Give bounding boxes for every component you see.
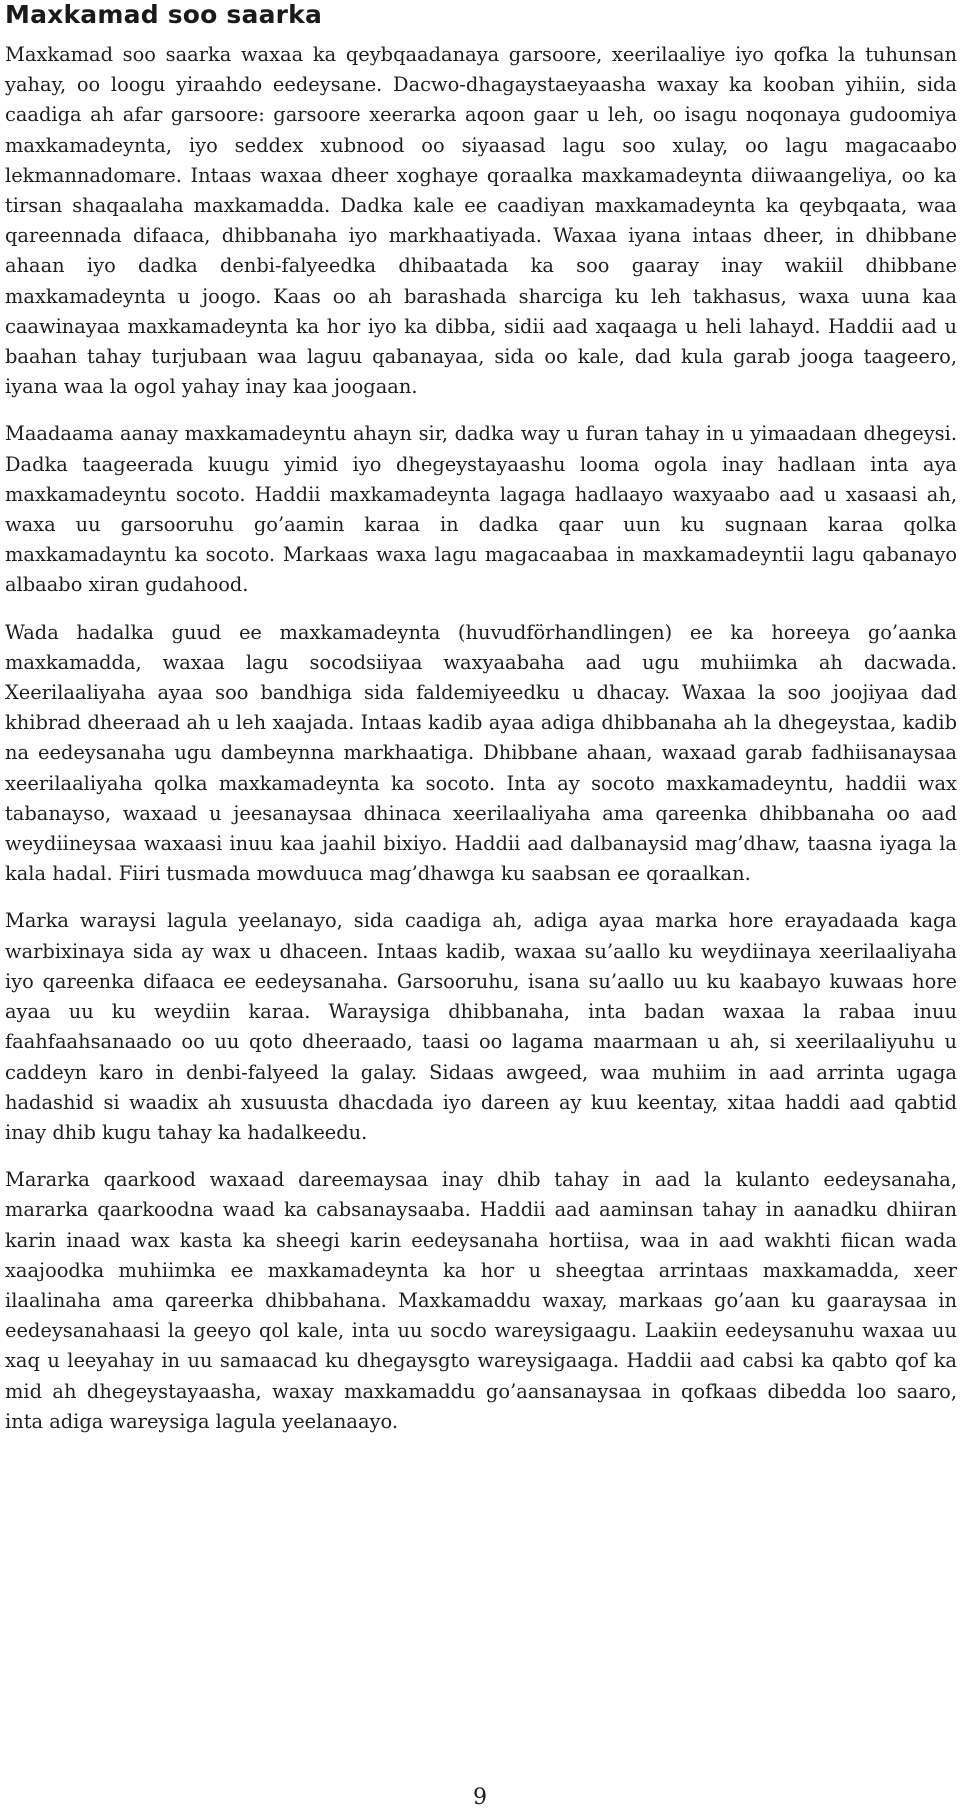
paragraph-2: Maadaama aanay maxkamadeyntu ahayn sir, dadka way u furan tahay in u yimaadaan dhegeysi. Dadka taageerada kuugu yimid iyo dhegeystayaashu looma ogola inay hadlaan inta aya maxkamadeyntu socoto. Haddii maxkamadeynta lagaga hadlaayo waxyaabo aad u xasaasi ah, waxa uu garsooruhu go’aamin karaa in dadka qaar uun ku sugnaan karaa qolka maxkamadayntu ka socoto. Markaas waxa lagu magacaabaa in maxkamadeyntii lagu qabanayo albaabo xiran gudahood. bbox=[5, 422, 957, 597]
paragraph-3: Wada hadalka guud ee maxkamadeynta (huvudförhandlingen) ee ka horeeya go’aanka maxkamadda, waxaa lagu socodsiiyaa waxyaabaha aad ugu muhiimka ah dacwada. Xeerilaaliyaha ayaa soo bandhiga sida faldemiyeedku u dhacay. Waxaa la soo joojiyaa dad khibrad dheeraad ah u leh xaajada. Intaas kadib ayaa adiga dhibbanaha ah la dhegeystaa, kadib na eedeysanaha ugu dambeynna markhaatiga. Dhibbane ahaan, waxaad garab fadhiisanaysaa xeerilaaliyaha qolka maxkamadeynta ka socoto. Inta ay socoto maxkamadeyntu, haddii wax tabanayso, waxaad u jeesanaysaa dhinaca xeerilaaliyaha ama qareenka dhibbanaha oo aad weydiineysaa waxaasi inuu kaa jaahil bixiyo. Haddii aad dalbanaysid mag’dhaw, taasna iyaga la kala hadal. Fiiri tusmada mowduuca mag’dhawga ku saabsan ee qoraalkan. bbox=[5, 620, 957, 886]
paragraph-5: Mararka qaarkood waxaad dareemaysaa inay dhib tahay in aad la kulanto eedeysanaha, mararka qaarkoodna waad ka cabsanaysaaba. Haddii aad aaminsan tahay in aanadku dhiiran karin inaad wax kasta ka sheegi karin eedeysanaha hortiisa, waa in aad wakhti fiican wada xaajoodka muhiimka ee maxkamadeynta ka hor u sheegtaa arrintaas maxkamadda, xeer ilaalinaha ama qareerka dhibbahana. Maxkamaddu waxay, markaas go’aan ku gaaraysaa in eedeysanahaasi la geeyo qol kale, inta uu socdo wareysigaagu. Laakiin eedeysanuhu waxaa uu xaq u leeyahay in uu samaacad ku dhegaysgto wareysigaaga. Haddii aad cabsi ka qabto qof ka mid ah dhegeystayaasha, waxay maxkamaddu go’aansanaysaa in qofkaas dibedda loo saaro, inta adiga wareysiga lagula yeelanaayo. bbox=[5, 1168, 957, 1433]
body-text bbox=[5, 40, 957, 1454]
page-number: 9 bbox=[473, 1785, 487, 1810]
section-heading: Maxkamad soo saarka bbox=[5, 0, 323, 29]
paragraph-1: Maxkamad soo saarka waxaa ka qeybqaadanaya garsoore, xeerilaaliye iyo qofka la tuhunsan yahay, oo loogu yiraahdo eedeysane. Dacwo-dhagaystaeyaasha waxay ka kooban yihiin, sida caadiga ah afar garsoore: garsoore xeerarka aqoon gaar u leh, oo isagu noqonaya gudoomiya maxkamadeynta, iyo seddex xubnood oo siyaasad lagu soo xulay, oo lagu magacaabo lekmannadomare. Intaas waxaa dheer xoghaye qoraalka maxkamadeynta diiwaangeliya, oo ka tirsan shaqaalaha maxkamadda. Dadka kale ee caadiyan maxkamadeynta ka qeybqaata, waa qareennada difaaca, dhibbanaha iyo markhaatiyada. Waxaa iyana intaas dheer, in dhibbane ahaan iyo dadka denbi-falyeedka dhibaatada ka soo gaaray inay wakiil dhibbane maxkamadeynta u joogo. Kaas oo ah barashada sharciga ku leh takhasus, waxa uuna kaa caawinayaa maxkamadeynta ka hor iyo ka dibba, sidii aad xaqaaga u heli lahayd. Haddii aad u baahan tahay turjubaan waa laguu qabanayaa, sida oo kale, dad kula garab jooga taageero, iyana waa la ogol yahay inay kaa joogaan. bbox=[5, 43, 957, 399]
paragraph-4: Marka waraysi lagula yeelanayo, sida caadiga ah, adiga ayaa marka hore erayadaada kaga warbixinaya sida ay wax u dhaceen. Intaas kadib, waxaa su’aallo ku weydiinaya xeerilaaliyaha iyo qareenka difaaca ee eedeysanaha. Garsooruhu, isana su’aallo uu ku kaabayo kuwaas hore ayaa uu ku weydiin karaa. Waraysiga dhibbanaha, inta badan waxaa la rabaa inuu faahfaahsanaado oo uu qoto dheeraado, taasi oo lagama maarmaan u ah, si xeerilaaliyuhu u caddeyn karo in denbi-falyeed la galay. Sidaas awgeed, waa muhiim in aad arrinta ugaga hadashid si waadix ah xusuusta dhacdada iyo dareen ay kuu keentay, xitaa haddi aad qabtid inay dhib kugu tahay ka hadalkeedu. bbox=[5, 909, 957, 1144]
